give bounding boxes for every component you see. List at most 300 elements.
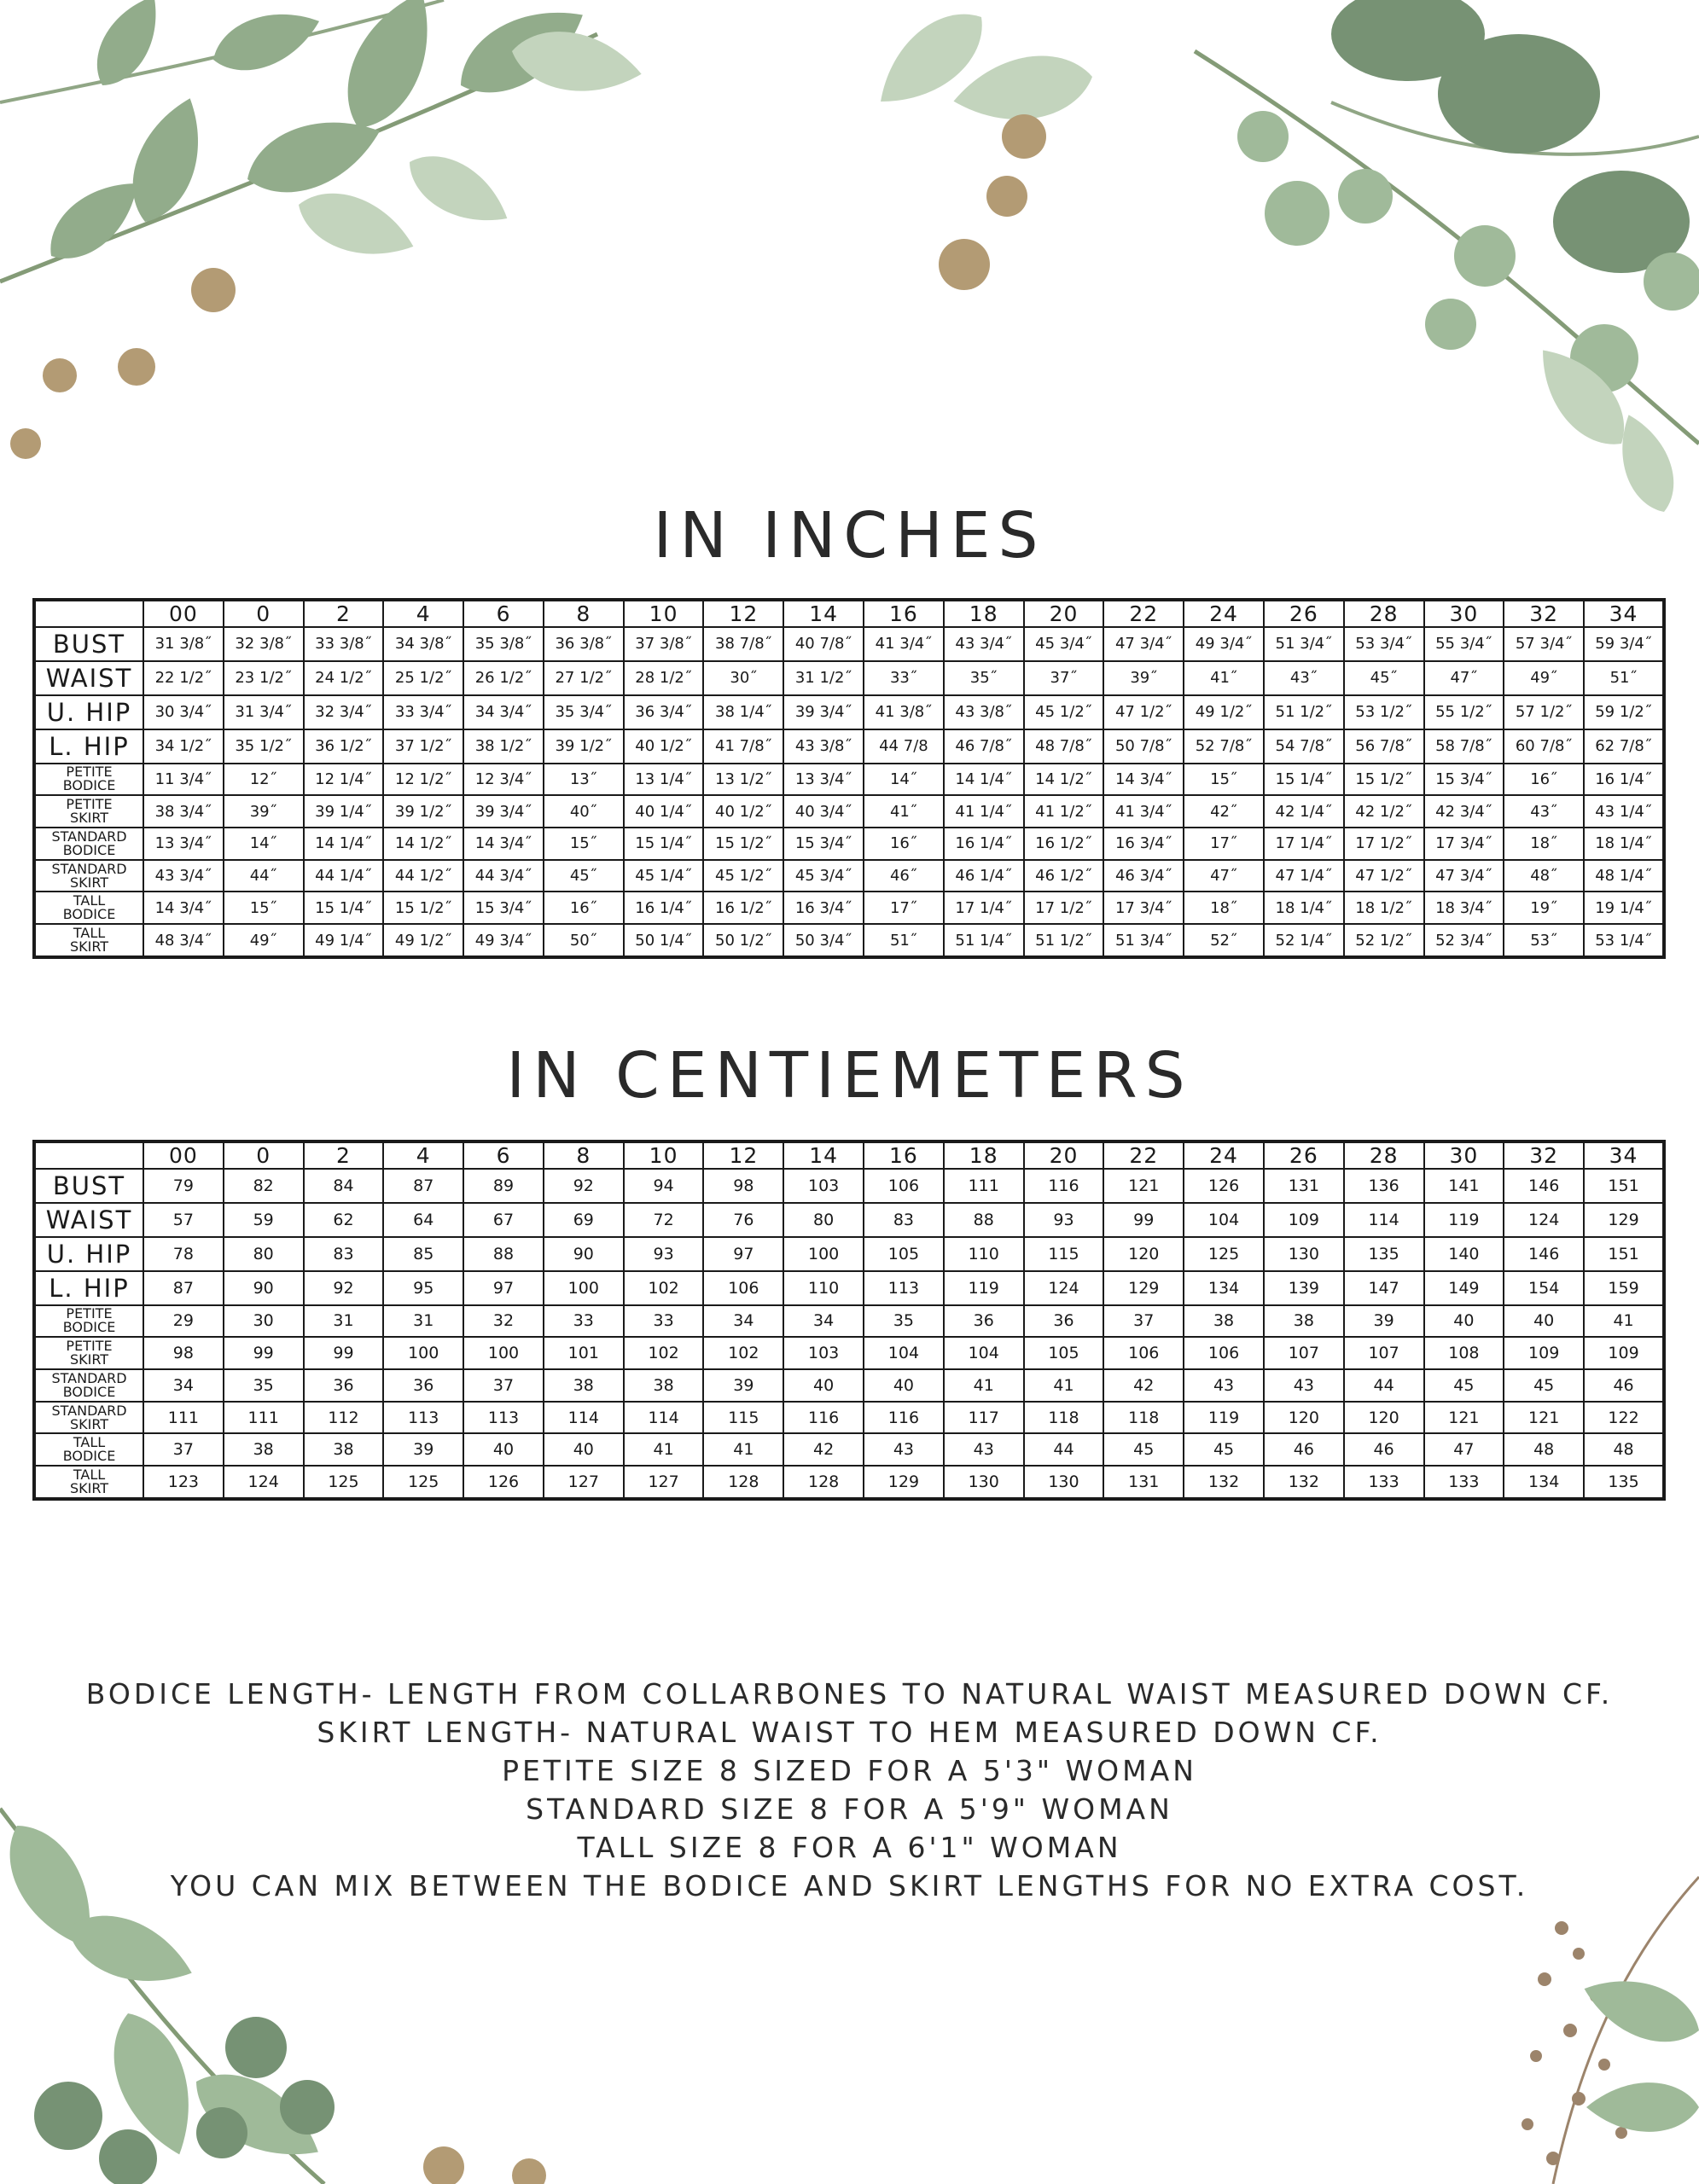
measurement-cell: 133 — [1344, 1466, 1424, 1499]
measurement-cell: 104 — [944, 1337, 1024, 1369]
measurement-cell: 127 — [544, 1466, 624, 1499]
measurement-cell: 128 — [783, 1466, 864, 1499]
measurement-cell: 107 — [1344, 1337, 1424, 1369]
measurement-cell: 139 — [1264, 1271, 1344, 1305]
measurement-cell: 53 3/4˝ — [1344, 627, 1424, 661]
measurement-cell: 14 3/4˝ — [1103, 764, 1184, 796]
measurement-cell: 41 7/8˝ — [703, 729, 783, 764]
measurement-cell: 43 3/8˝ — [944, 695, 1024, 729]
measurement-cell: 40 — [1424, 1305, 1504, 1338]
measurement-cell: 47 1/4˝ — [1264, 860, 1344, 892]
measurement-cell: 37˝ — [1024, 661, 1104, 695]
note-bodice-length: BODICE LENGTH- LENGTH FROM COLLARBONES TO NATURAL WAIST MEASURED DOWN CF. — [85, 1677, 1614, 1711]
measurement-cell: 47 — [1424, 1433, 1504, 1466]
measurement-cell: 51 1/4˝ — [944, 924, 1024, 957]
measurement-cell: 16 1/4˝ — [944, 828, 1024, 860]
measurement-cell: 45 — [1504, 1369, 1584, 1402]
measurement-cell: 41 — [944, 1369, 1024, 1402]
measurement-cell: 92 — [544, 1169, 624, 1203]
size-header-cell: 00 — [143, 600, 224, 627]
measurement-cell: 38 7/8˝ — [703, 627, 783, 661]
measurement-cell: 121 — [1504, 1402, 1584, 1434]
measurement-cell: 115 — [1024, 1237, 1104, 1271]
measurement-cell: 45 1/4˝ — [624, 860, 704, 892]
table-row — [34, 764, 1664, 796]
row-label — [34, 1433, 143, 1466]
measurement-cell: 37 — [463, 1369, 544, 1402]
measurement-cell: 43˝ — [1504, 795, 1584, 828]
measurement-cell: 31 — [383, 1305, 463, 1338]
row-label-part: PETITE — [66, 796, 113, 813]
measurement-cell: 40 — [1504, 1305, 1584, 1338]
measurement-cell: 44 3/4˝ — [463, 860, 544, 892]
measurement-cell: 29 — [143, 1305, 224, 1338]
measurement-cell: 108 — [1424, 1337, 1504, 1369]
measurement-cell: 52 1/4˝ — [1264, 924, 1344, 957]
measurement-cell: 107 — [1264, 1337, 1344, 1369]
measurement-cell: 38 — [544, 1369, 624, 1402]
measurement-cell: 34 1/2˝ — [143, 729, 224, 764]
measurement-cell: 43 1/4˝ — [1584, 795, 1664, 828]
measurement-cell: 118 — [1024, 1402, 1104, 1434]
measurement-cell: 133 — [1424, 1466, 1504, 1499]
measurement-cell: 106 — [1184, 1337, 1264, 1369]
measurement-cell: 104 — [864, 1337, 944, 1369]
row-label — [34, 1169, 143, 1203]
measurement-cell: 22 1/2˝ — [143, 661, 224, 695]
measurement-cell: 53˝ — [1504, 924, 1584, 957]
measurement-cell: 124 — [224, 1466, 304, 1499]
measurement-cell: 17 1/4˝ — [1264, 828, 1344, 860]
measurement-cell: 132 — [1264, 1466, 1344, 1499]
size-header-cell: 0 — [224, 600, 304, 627]
measurement-cell: 39˝ — [1103, 661, 1184, 695]
measurement-cell: 42 — [783, 1433, 864, 1466]
table-row — [34, 1169, 1664, 1203]
measurement-cell: 106 — [1103, 1337, 1184, 1369]
measurement-cell: 33˝ — [864, 661, 944, 695]
measurement-cell: 30 — [224, 1305, 304, 1338]
measurement-cell: 18˝ — [1504, 828, 1584, 860]
measurement-cell: 159 — [1584, 1271, 1664, 1305]
measurement-cell: 18 3/4˝ — [1424, 892, 1504, 924]
size-header-cell: 6 — [463, 600, 544, 627]
measurement-cell: 130 — [1264, 1237, 1344, 1271]
measurement-cell: 44 — [1344, 1369, 1424, 1402]
measurement-cell: 15 3/4˝ — [783, 828, 864, 860]
note-petite-height: PETITE SIZE 8 SIZED FOR A 5'3" WOMAN — [502, 1754, 1197, 1787]
measurement-cell: 89 — [463, 1169, 544, 1203]
measurement-cell: 15 3/4˝ — [1424, 764, 1504, 796]
measurement-cell: 80 — [224, 1237, 304, 1271]
measurement-cell: 50 7/8˝ — [1103, 729, 1184, 764]
measurement-cell: 103 — [783, 1337, 864, 1369]
measurement-cell: 83 — [304, 1237, 384, 1271]
row-label-part: PETITE — [66, 1305, 113, 1322]
row-label-part: SKIRT — [69, 1415, 109, 1432]
measurement-cell: 115 — [703, 1402, 783, 1434]
row-label-part: BODICE — [62, 841, 116, 858]
measurement-cell: 31 3/4˝ — [224, 695, 304, 729]
measurement-cell: 39 1/2˝ — [544, 729, 624, 764]
measurement-cell: 15 1/2˝ — [703, 828, 783, 860]
row-label — [34, 1369, 143, 1402]
measurement-cell: 33 3/4˝ — [383, 695, 463, 729]
size-header-cell: 30 — [1424, 600, 1504, 627]
measurement-cell: 67 — [463, 1203, 544, 1237]
bottom-right-branch — [1522, 1877, 1699, 2184]
measurement-cell: 18˝ — [1184, 892, 1264, 924]
row-label-part: BODICE — [62, 1383, 116, 1400]
measurement-cell: 83 — [864, 1203, 944, 1237]
measurement-cell: 40 1/2˝ — [703, 795, 783, 828]
measurement-cell: 39 — [703, 1369, 783, 1402]
measurement-cell: 45 — [1103, 1433, 1184, 1466]
centimeters-size-table — [32, 1140, 1666, 1501]
measurement-cell: 111 — [224, 1402, 304, 1434]
measurement-cell: 101 — [544, 1337, 624, 1369]
size-header-cell: 16 — [864, 1141, 944, 1169]
measurement-cell: 38 3/4˝ — [143, 795, 224, 828]
size-header-cell: 32 — [1504, 1141, 1584, 1169]
measurement-cell: 114 — [624, 1402, 704, 1434]
measurement-cell: 37 — [143, 1433, 224, 1466]
measurement-cell: 42 1/4˝ — [1264, 795, 1344, 828]
measurement-cell: 102 — [624, 1271, 704, 1305]
measurement-cell: 80 — [783, 1203, 864, 1237]
measurement-cell: 36 — [944, 1305, 1024, 1338]
table-row — [34, 1337, 1664, 1369]
measurement-cell: 87 — [143, 1271, 224, 1305]
measurement-cell: 45 1/2˝ — [703, 860, 783, 892]
measurement-cell: 34 — [783, 1305, 864, 1338]
row-label-part: L. HIP — [49, 1273, 130, 1303]
measurement-cell: 58 7/8˝ — [1424, 729, 1504, 764]
table-row — [34, 1402, 1664, 1434]
measurement-cell: 114 — [544, 1402, 624, 1434]
measurement-cell: 113 — [383, 1402, 463, 1434]
size-header-cell: 30 — [1424, 1141, 1504, 1169]
size-header-cell: 8 — [544, 1141, 624, 1169]
measurement-cell: 40 1/2˝ — [624, 729, 704, 764]
measurement-cell: 41 — [1024, 1369, 1104, 1402]
measurement-cell: 42 1/2˝ — [1344, 795, 1424, 828]
size-header-cell: 8 — [544, 600, 624, 627]
measurement-cell: 15˝ — [224, 892, 304, 924]
note-tall-height: TALL SIZE 8 FOR A 6'1" WOMAN — [577, 1831, 1122, 1864]
measurement-cell: 41 — [1584, 1305, 1664, 1338]
measurement-cell: 57 1/2˝ — [1504, 695, 1584, 729]
measurement-cell: 69 — [544, 1203, 624, 1237]
measurement-cell: 102 — [624, 1337, 704, 1369]
measurement-cell: 35 3/4˝ — [544, 695, 624, 729]
measurement-cell: 146 — [1504, 1237, 1584, 1271]
measurement-cell: 111 — [143, 1402, 224, 1434]
measurement-cell: 40 1/4˝ — [624, 795, 704, 828]
measurement-cell: 131 — [1103, 1466, 1184, 1499]
measurement-cell: 19˝ — [1504, 892, 1584, 924]
table-row — [34, 1466, 1664, 1499]
measurement-cell: 45˝ — [544, 860, 624, 892]
measurement-cell: 88 — [463, 1237, 544, 1271]
table-row — [34, 860, 1664, 892]
measurement-cell: 119 — [944, 1271, 1024, 1305]
measurement-cell: 31 3/8˝ — [143, 627, 224, 661]
measurement-cell: 28 1/2˝ — [624, 661, 704, 695]
size-header-cell: 2 — [304, 600, 384, 627]
measurement-cell: 43 3/8˝ — [783, 729, 864, 764]
measurement-cell: 136 — [1344, 1169, 1424, 1203]
row-label-part: PETITE — [66, 1338, 113, 1355]
measurement-cell: 37 1/2˝ — [383, 729, 463, 764]
measurement-cell: 100 — [783, 1237, 864, 1271]
measurement-cell: 19 1/4˝ — [1584, 892, 1664, 924]
measurement-cell: 33 — [544, 1305, 624, 1338]
measurement-cell: 27 1/2˝ — [544, 661, 624, 695]
measurement-cell: 125 — [1184, 1237, 1264, 1271]
measurement-cell: 135 — [1584, 1466, 1664, 1499]
measurement-cell: 16 1/4˝ — [624, 892, 704, 924]
measurement-cell: 17 1/2˝ — [1344, 828, 1424, 860]
measurement-cell: 46 7/8˝ — [944, 729, 1024, 764]
measurement-cell: 18 1/4˝ — [1264, 892, 1344, 924]
measurement-cell: 119 — [1184, 1402, 1264, 1434]
measurement-cell: 44 1/2˝ — [383, 860, 463, 892]
measurement-cell: 38 — [1264, 1305, 1344, 1338]
measurement-cell: 82 — [224, 1169, 304, 1203]
measurement-cell: 79 — [143, 1169, 224, 1203]
row-label — [34, 1402, 143, 1434]
measurement-cell: 97 — [703, 1237, 783, 1271]
measurement-cell: 16˝ — [864, 828, 944, 860]
measurement-cell: 14˝ — [224, 828, 304, 860]
measurement-cell: 40 7/8˝ — [783, 627, 864, 661]
table-row — [34, 729, 1664, 764]
table-row — [34, 1203, 1664, 1237]
measurement-cell: 120 — [1103, 1237, 1184, 1271]
measurement-cell: 129 — [864, 1466, 944, 1499]
measurement-cell: 46˝ — [864, 860, 944, 892]
measurement-cell: 48 3/4˝ — [143, 924, 224, 957]
measurement-cell: 50 3/4˝ — [783, 924, 864, 957]
row-label-part: STANDARD — [51, 828, 127, 845]
size-header-cell: 12 — [703, 1141, 783, 1169]
measurement-cell: 15 1/2˝ — [1344, 764, 1424, 796]
measurement-cell: 14 3/4˝ — [143, 892, 224, 924]
measurement-cell: 36 — [304, 1369, 384, 1402]
measurement-cell: 113 — [864, 1271, 944, 1305]
row-label — [34, 1466, 143, 1499]
measurement-cell: 41˝ — [1184, 661, 1264, 695]
measurement-cell: 123 — [143, 1466, 224, 1499]
corner-cell — [34, 1141, 143, 1169]
measurement-cell: 36 — [383, 1369, 463, 1402]
measurement-cell: 43 — [1264, 1369, 1344, 1402]
measurement-cell: 14 1/4˝ — [944, 764, 1024, 796]
row-label — [34, 1337, 143, 1369]
measurement-cell: 85 — [383, 1237, 463, 1271]
row-label — [34, 1305, 143, 1338]
table-row — [34, 1369, 1664, 1402]
measurement-cell: 114 — [1344, 1203, 1424, 1237]
measurement-cell: 16˝ — [544, 892, 624, 924]
size-header-cell: 6 — [463, 1141, 544, 1169]
measurement-cell: 131 — [1264, 1169, 1344, 1203]
row-label-part: TALL — [73, 1467, 106, 1484]
measurement-cell: 56 7/8˝ — [1344, 729, 1424, 764]
measurement-cell: 126 — [1184, 1169, 1264, 1203]
measurement-cell: 109 — [1504, 1337, 1584, 1369]
measurement-cell: 87 — [383, 1169, 463, 1203]
measurement-cell: 110 — [783, 1271, 864, 1305]
measurement-cell: 46 1/4˝ — [944, 860, 1024, 892]
measurement-cell: 16 3/4˝ — [1103, 828, 1184, 860]
measurement-cell: 39 — [383, 1433, 463, 1466]
measurement-cell: 48 1/4˝ — [1584, 860, 1664, 892]
measurement-cell: 47˝ — [1424, 661, 1504, 695]
measurement-cell: 38 — [224, 1433, 304, 1466]
measurement-cell: 109 — [1584, 1337, 1664, 1369]
measurement-cell: 47 1/2˝ — [1103, 695, 1184, 729]
measurement-cell: 125 — [383, 1466, 463, 1499]
row-label-part: PETITE — [66, 764, 113, 781]
measurement-cell: 15 1/4˝ — [624, 828, 704, 860]
measurement-cell: 17 3/4˝ — [1103, 892, 1184, 924]
measurement-cell: 51 1/2˝ — [1024, 924, 1104, 957]
measurement-cell: 25 1/2˝ — [383, 661, 463, 695]
table-row — [34, 924, 1664, 957]
measurement-cell: 38 — [624, 1369, 704, 1402]
measurement-cell: 15 1/2˝ — [383, 892, 463, 924]
measurement-cell: 44˝ — [224, 860, 304, 892]
row-label — [34, 924, 143, 957]
measurement-cell: 49˝ — [224, 924, 304, 957]
measurement-cell: 37 — [1103, 1305, 1184, 1338]
measurement-cell: 118 — [1103, 1402, 1184, 1434]
size-header-cell: 32 — [1504, 600, 1584, 627]
measurement-cell: 124 — [1504, 1203, 1584, 1237]
row-label-part: STANDARD — [51, 1402, 127, 1419]
note-standard-height: STANDARD SIZE 8 FOR A 5'9" WOMAN — [526, 1792, 1173, 1826]
row-label — [34, 695, 143, 729]
measurement-cell: 15 3/4˝ — [463, 892, 544, 924]
measurement-cell: 45 — [1424, 1369, 1504, 1402]
measurement-cell: 47 1/2˝ — [1344, 860, 1424, 892]
measurement-cell: 50 1/2˝ — [703, 924, 783, 957]
measurement-cell: 40 — [463, 1433, 544, 1466]
measurement-cell: 151 — [1584, 1169, 1664, 1203]
measurement-cell: 32 3/4˝ — [304, 695, 384, 729]
row-label — [34, 627, 143, 661]
table-row — [34, 828, 1664, 860]
inches-section-title: IN INCHES — [653, 499, 1046, 572]
row-label-part: BODICE — [62, 1448, 116, 1465]
measurement-cell: 90 — [544, 1237, 624, 1271]
measurement-cell: 99 — [304, 1337, 384, 1369]
measurement-cell: 41 3/8˝ — [864, 695, 944, 729]
row-label — [34, 764, 143, 796]
measurement-cell: 106 — [864, 1169, 944, 1203]
measurement-cell: 99 — [224, 1337, 304, 1369]
measurement-cell: 39 3/4˝ — [783, 695, 864, 729]
note-skirt-length: SKIRT LENGTH- NATURAL WAIST TO HEM MEASURED DOWN CF. — [317, 1716, 1382, 1749]
measurement-cell: 62 7/8˝ — [1584, 729, 1664, 764]
size-header-cell: 28 — [1344, 600, 1424, 627]
measurement-cell: 13 3/4˝ — [783, 764, 864, 796]
measurement-cell: 116 — [864, 1402, 944, 1434]
measurement-cell: 43˝ — [1264, 661, 1344, 695]
row-label-part: SKIRT — [69, 874, 109, 891]
measurement-cell: 46 3/4˝ — [1103, 860, 1184, 892]
measurement-cell: 49 3/4˝ — [463, 924, 544, 957]
measurement-cell: 30 3/4˝ — [143, 695, 224, 729]
measurement-cell: 51˝ — [864, 924, 944, 957]
measurement-cell: 47 3/4˝ — [1103, 627, 1184, 661]
table-row — [34, 661, 1664, 695]
measurement-cell: 99 — [1103, 1203, 1184, 1237]
measurement-cell: 48 — [1504, 1433, 1584, 1466]
row-label — [34, 860, 143, 892]
size-header-cell: 18 — [944, 600, 1024, 627]
measurement-cell: 43 3/4˝ — [143, 860, 224, 892]
measurement-cell: 38 — [304, 1433, 384, 1466]
measurement-cell: 105 — [1024, 1337, 1104, 1369]
measurement-cell: 41 3/4˝ — [864, 627, 944, 661]
measurement-cell: 45 1/2˝ — [1024, 695, 1104, 729]
measurement-cell: 60 7/8˝ — [1504, 729, 1584, 764]
measurement-cell: 92 — [304, 1271, 384, 1305]
measurement-cell: 35 — [224, 1369, 304, 1402]
size-header-cell: 20 — [1024, 600, 1104, 627]
measurement-cell: 33 3/8˝ — [304, 627, 384, 661]
size-header-cell: 34 — [1584, 600, 1664, 627]
measurement-cell: 116 — [1024, 1169, 1104, 1203]
measurement-cell: 36 3/4˝ — [624, 695, 704, 729]
centimeters-table-body — [34, 1169, 1664, 1499]
measurement-cell: 134 — [1184, 1271, 1264, 1305]
measurement-cell: 49˝ — [1504, 661, 1584, 695]
measurement-cell: 18 1/4˝ — [1584, 828, 1664, 860]
measurement-cell: 49 3/4˝ — [1184, 627, 1264, 661]
measurement-cell: 49 1/2˝ — [383, 924, 463, 957]
measurement-cell: 51˝ — [1584, 661, 1664, 695]
measurement-cell: 45 3/4˝ — [1024, 627, 1104, 661]
measurement-cell: 41 1/4˝ — [944, 795, 1024, 828]
measurement-cell: 98 — [143, 1337, 224, 1369]
measurement-cell: 39 — [1344, 1305, 1424, 1338]
measurement-cell: 105 — [864, 1237, 944, 1271]
measurement-cell: 119 — [1424, 1203, 1504, 1237]
measurement-cell: 127 — [624, 1466, 704, 1499]
measurement-cell: 49 1/4˝ — [304, 924, 384, 957]
measurement-cell: 17 1/4˝ — [944, 892, 1024, 924]
measurement-cell: 146 — [1504, 1169, 1584, 1203]
measurement-cell: 16 1/2˝ — [1024, 828, 1104, 860]
measurement-cell: 53 1/2˝ — [1344, 695, 1424, 729]
table-row — [34, 1271, 1664, 1305]
measurement-cell: 44 — [1024, 1433, 1104, 1466]
measurement-cell: 40 3/4˝ — [783, 795, 864, 828]
measurement-cell: 16 1/4˝ — [1584, 764, 1664, 796]
measurement-cell: 126 — [463, 1466, 544, 1499]
measurement-cell: 93 — [624, 1237, 704, 1271]
measurement-cell: 112 — [304, 1402, 384, 1434]
row-label-part: STANDARD — [51, 1369, 127, 1386]
measurement-cell: 48˝ — [1504, 860, 1584, 892]
measurement-cell: 38 1/2˝ — [463, 729, 544, 764]
measurement-cell: 13 1/2˝ — [703, 764, 783, 796]
measurement-cell: 141 — [1424, 1169, 1504, 1203]
